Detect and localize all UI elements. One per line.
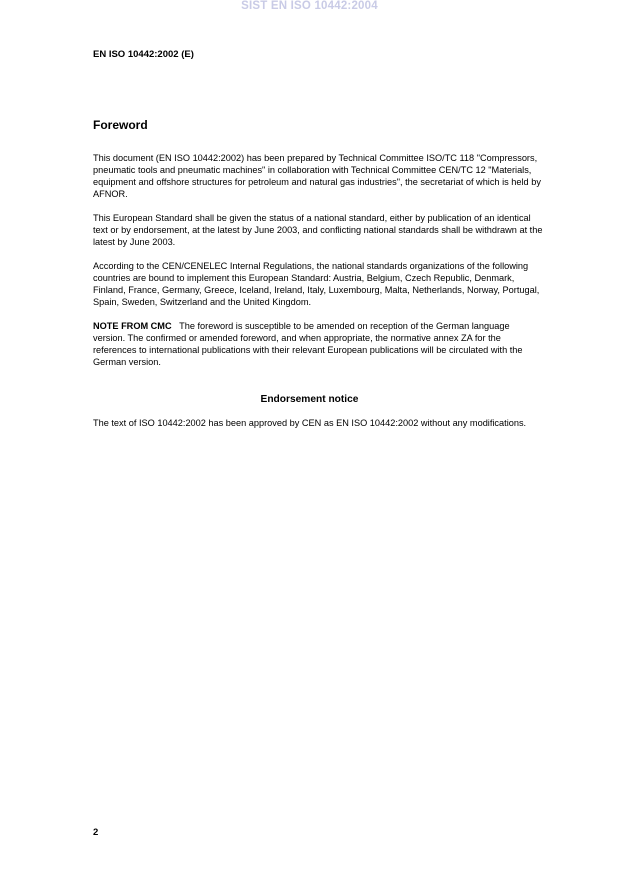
foreword-paragraph-1: This document (EN ISO 10442:2002) has been prepared by Technical Committee ISO/TC 118 "Compressors, pneumatic tools and pneumatic machines" in collaboration with Technical Committee CEN/TC 12 "Materials, equipment and offshore structures for petroleum and natural gas industries", the secretariat of which is held by AFNOR. (93, 153, 541, 199)
foreword-paragraph-3: According to the CEN/CENELEC Internal Regulations, the national standards organizations of the following countries are bound to implement this European Standard: Austria, Belgium, Czech Republic, Denmark, Finland, France, Germany, Greece, Iceland, Ireland, Italy, Luxembourg, Malta, Netherlands, Norway, Portugal, Spain, Sweden, Switzerland and the United Kingdom. (93, 261, 540, 307)
note-from-cmc (93, 321, 543, 369)
document-id: EN ISO 10442:2002 (E) (93, 49, 194, 60)
watermark: SIST EN ISO 10442:2004 (241, 0, 378, 12)
endorsement-text: The text of ISO 10442:2002 has been approved by CEN as EN ISO 10442:2002 without any modifications. (93, 418, 527, 428)
foreword-heading: Foreword (93, 118, 148, 132)
note-text: The foreword is susceptible to be amended on reception of the German language version. The confirmed or amended foreword, and when appropriate, the normative annex ZA for the references to international publications with their relevant European publications will be circulated with the German version. (93, 321, 523, 367)
endorsement-heading: Endorsement notice (260, 394, 359, 405)
page-number: 2 (93, 827, 99, 838)
note-label: NOTE FROM CMC (93, 321, 172, 331)
foreword-paragraph-2: This European Standard shall be given the status of a national standard, either by publication of an identical text or by endorsement, at the latest by June 2003, and conflicting national standards shall be withdrawn at the latest by June 2003. (93, 213, 543, 247)
